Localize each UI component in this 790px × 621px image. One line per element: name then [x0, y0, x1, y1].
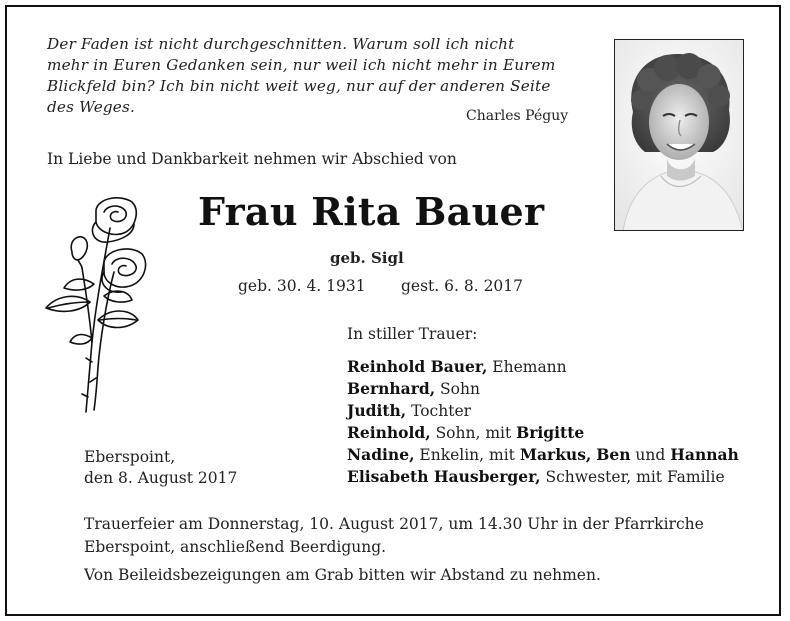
- date-line: den 8. August 2017: [84, 469, 238, 487]
- place-date: [84, 447, 237, 489]
- mourner-name: Elisabeth Hausberger,: [347, 467, 541, 486]
- mourner-name: Hannah: [670, 445, 739, 464]
- intro-text: In Liebe und Dankbarkeit nehmen wir Abschied von: [47, 150, 457, 168]
- mourner-row: [347, 422, 739, 444]
- mourner-row: [347, 356, 739, 378]
- quote-line: Blickfeld bin? Ich bin nicht weit weg, nur auf der anderen Seite: [47, 77, 551, 95]
- mourner-relation: und: [630, 446, 671, 464]
- mourner-relation: Tochter: [406, 402, 472, 420]
- quote-line: mehr in Euren Gedanken sein, nur weil ich nicht mehr in Eurem: [47, 56, 556, 74]
- quote-line: des Weges.: [47, 98, 136, 116]
- funeral-line: Trauerfeier am Donnerstag, 10. August 2017, um 14.30 Uhr in der Pfarrkirche: [84, 515, 704, 533]
- mourner-relation: Sohn, mit: [430, 424, 517, 442]
- birth-date: geb. 30. 4. 1931: [238, 277, 366, 295]
- mourner-name: Reinhold,: [347, 423, 431, 442]
- mourner-name: Judith,: [347, 401, 407, 420]
- funeral-notice: [84, 513, 704, 559]
- mourner-relation: Schwester, mit Familie: [540, 468, 725, 486]
- death-date: gest. 6. 8. 2017: [401, 277, 524, 295]
- mourner-row: [347, 466, 739, 488]
- quote-block: [47, 34, 555, 118]
- mourner-row: [347, 400, 739, 422]
- rose-icon: [42, 192, 150, 414]
- mourner-name: Markus,: [519, 445, 592, 464]
- mourner-name: Brigitte: [516, 423, 585, 442]
- mourner-list: [347, 356, 739, 488]
- mourner-name: Bernhard,: [347, 379, 436, 398]
- mourner-row: [347, 378, 739, 400]
- mourner-relation: Sohn: [435, 380, 480, 398]
- deceased-name: Frau Rita Bauer: [198, 189, 545, 234]
- portrait-image: [615, 40, 744, 231]
- mourner-name: Nadine,: [347, 445, 415, 464]
- mourner-relation: Enkelin, mit: [414, 446, 520, 464]
- portrait-photo: [614, 39, 744, 231]
- mourning-heading: In stiller Trauer:: [347, 325, 478, 343]
- quote-line: Der Faden ist nicht durchgeschnitten. Warum soll ich nicht: [47, 35, 515, 53]
- mourner-row: [347, 444, 739, 466]
- maiden-name: geb. Sigl: [330, 249, 404, 267]
- mourner-name: Ben: [596, 445, 631, 464]
- mourner-name: Reinhold Bauer,: [347, 357, 488, 376]
- funeral-line: Eberspoint, anschließend Beerdigung.: [84, 538, 387, 556]
- condolence-note: Von Beileidsbezeigungen am Grab bitten wir Abstand zu nehmen.: [84, 566, 601, 584]
- quote-author: Charles Péguy: [466, 108, 569, 124]
- place-line: Eberspoint,: [84, 448, 176, 466]
- mourner-relation: Ehemann: [487, 358, 567, 376]
